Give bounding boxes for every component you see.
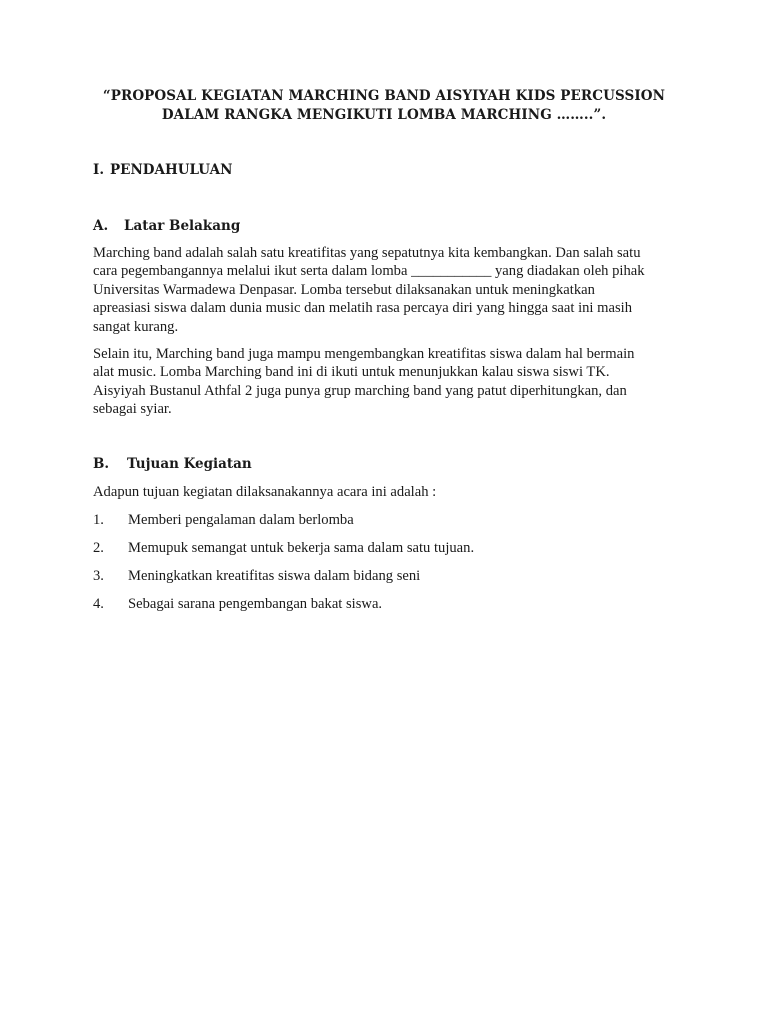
document-title-line-1: “PROPOSAL KEGIATAN MARCHING BAND AISYIYAH KIDS PERCUSSION	[102, 88, 666, 104]
list-item-number: 4.	[93, 596, 104, 612]
list-item-text: Memupuk semangat untuk bekerja sama dalam satu tujuan.	[128, 540, 475, 556]
paragraph-tujuan-intro	[93, 483, 683, 501]
paragraph-line: Selain itu, Marching band juga mampu mengembangkan kreatifitas siswa dalam hal bermain	[93, 346, 635, 362]
paragraph-line: Aisyiyah Bustanul Athfal 2 juga punya grup marching band yang patut diperhitungkan, dan	[93, 382, 627, 399]
paragraph-line: Marching band adalah salah satu kreatifitas yang sepatutnya kita kembangkan. Dan salah satu	[93, 245, 641, 261]
section-title: PENDAHULUAN	[110, 162, 233, 178]
section-number: I.	[93, 162, 105, 178]
list-item-number: 2.	[93, 540, 104, 556]
paragraph-latar-belakang-1	[93, 244, 683, 336]
paragraph-line: Universitas Warmadewa Denpasar. Lomba tersebut dilaksanakan untuk meningkatkan	[93, 281, 595, 298]
paragraph-line: cara pegembangannya melalui ikut serta dalam lomba ___________ yang diadakan oleh pihak	[93, 263, 645, 280]
paragraph-latar-belakang-2	[93, 345, 683, 419]
list-item-number: 3.	[93, 568, 104, 584]
list-item	[93, 567, 420, 585]
document-title-line-2: DALAM RANGKA MENGIKUTI LOMBA MARCHING ……..”.	[161, 107, 607, 123]
list-item-text: Memberi pengalaman dalam berlomba	[128, 512, 354, 528]
subsection-title: Tujuan Kegiatan	[127, 456, 252, 472]
paragraph-line: sangat kurang.	[93, 318, 179, 335]
paragraph-line: apreasiasi siswa dalam dunia music dan melatih rasa percaya diri yang hingga saat ini masih	[93, 300, 632, 317]
list-item	[93, 539, 474, 557]
subsection-heading-tujuan-kegiatan	[93, 455, 252, 473]
list-item-number: 1.	[93, 512, 104, 528]
list-item	[93, 511, 354, 529]
subsection-letter: A.	[93, 218, 109, 234]
paragraph-line: sebagai syiar.	[93, 401, 172, 418]
subsection-title: Latar Belakang	[124, 218, 241, 234]
section-heading-pendahuluan	[93, 161, 232, 179]
subsection-letter: B.	[93, 456, 110, 472]
list-item	[93, 595, 382, 613]
list-item-text: Sebagai sarana pengembangan bakat siswa.	[128, 596, 383, 612]
paragraph-line: alat music. Lomba Marching band ini di ikuti untuk menunjukkan kalau siswa siswi TK.	[93, 364, 610, 381]
paragraph-line: Adapun tujuan kegiatan dilaksanakannya acara ini adalah :	[93, 484, 437, 500]
list-item-text: Meningkatkan kreatifitas siswa dalam bidang seni	[128, 568, 421, 584]
subsection-heading-latar-belakang	[93, 217, 240, 235]
